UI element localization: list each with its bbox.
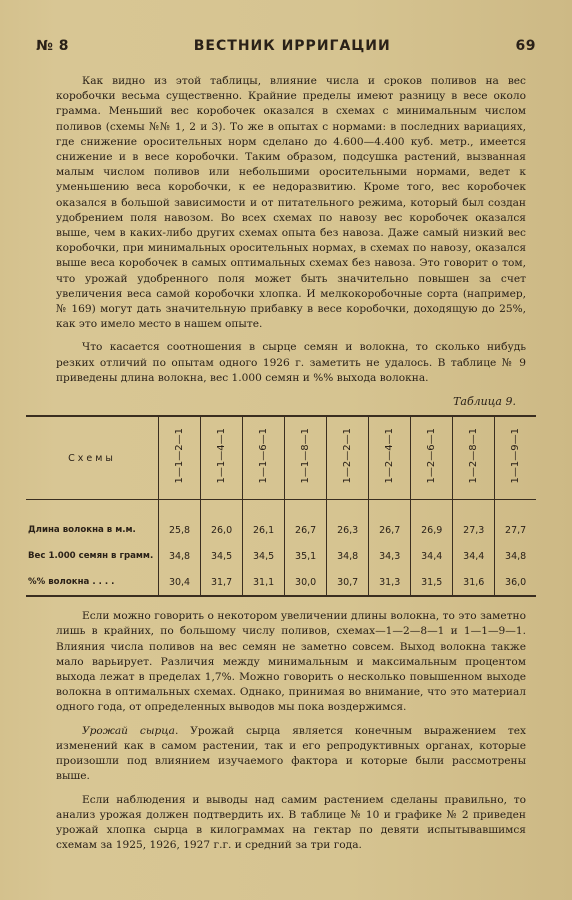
column-label: 1—2—4—1 xyxy=(384,427,396,484)
table-cell: 34,5 xyxy=(201,543,243,569)
paragraph: Что касается соотношения в сырце семян и волокна, то сколько нибудь резких отличий по опытам одного 1926 г. заметить не удалось. В таблице № 9 приведены длина волокна, вес 1.000 семян и %% выхода волокна. xyxy=(56,341,526,384)
column-label: 1—1—4—1 xyxy=(215,427,227,484)
table-cell: 34,8 xyxy=(327,543,369,569)
table-cell: 31,5 xyxy=(411,569,453,596)
page-header xyxy=(36,38,536,54)
issue-number: № 8 xyxy=(36,38,69,54)
table-cell: 34,8 xyxy=(495,543,536,569)
table-row xyxy=(26,543,536,569)
table-cell: 31,3 xyxy=(369,569,411,596)
table-cell: 30,4 xyxy=(159,569,201,596)
column-label: 1—1—9—1 xyxy=(510,427,522,484)
table-cell: 31,1 xyxy=(243,569,285,596)
table-cell: 35,1 xyxy=(285,543,327,569)
table-cell: 34,5 xyxy=(243,543,285,569)
column-label: 1—2—6—1 xyxy=(426,427,438,484)
table-cell: 26,3 xyxy=(327,500,369,544)
data-table xyxy=(26,415,536,597)
table-cell: 25,8 xyxy=(159,500,201,544)
column-label: 1—1—2—1 xyxy=(173,427,185,484)
paragraph: Если наблюдения и выводы над самим растением сделаны правильно, то анализ урожая должен подтвердить их. В таблице № 10 и графике № 2 приведен урожай хлопка сырца в килограммах на гектар по девяти испытывавшимся схемам за 1925, 1926, 1927 г.г. и средний за три года. xyxy=(56,793,526,852)
page-number: 69 xyxy=(515,38,536,54)
table-cell: 27,3 xyxy=(453,500,495,544)
column-header xyxy=(369,416,411,500)
paragraph: Как видно из этой таблицы, влияние числа и сроков поливов на вес коробочки весьма существенно. Крайние пределы имеют разницу в весе около грамма. Меньший вес коробочек оказался в схемах с минимальным числом поливов (схемы №№ 1, 2 и 3). То же в опытах с нормами: в последних вариациях, где снижение оросительных норм сделано до 4.600—4.400 куб. метр., имеется снижение и в весе коробочки. Таким образом, подсушка растений, вызванная малым числом поливов или небольшими оросительными нормами, ведет к уменьшению веса коробочки, к ее недоразвитию. Кроме того, вес коробочек оказался в большой зависимости и от питательного режима, который был создан удобрением поля навозом. Во всех схемах по навозу вес коробочек оказался выше, чем в каких-либо других схемах опыта без навоза. Даже самый низкий вес коробочки, при минимальных оросительных нормах, в схемах по навозу, оказался выше веса коробочек в самых оптимальных схемах без навоза. Это говорит о том, что урожай удобренного поля может быть значительно повышен за счет увеличения веса самой коробочки хлопка. И мелкокоробочные сорта (например, № 169) могут дать значительную прибавку в весе коробочки, доходящую до 25%, как это имело место в нашем опыте. xyxy=(56,75,526,331)
column-header xyxy=(411,416,453,500)
table-cell: 26,9 xyxy=(411,500,453,544)
table-cell: 34,3 xyxy=(369,543,411,569)
table-cell: 26,7 xyxy=(285,500,327,544)
column-label: 1—1—8—1 xyxy=(300,427,311,484)
article-body xyxy=(28,74,527,861)
table-row xyxy=(26,500,536,544)
table-cell: 34,8 xyxy=(159,543,201,569)
table-cell: 31,6 xyxy=(453,569,495,596)
column-header xyxy=(495,416,536,500)
table-cell: 26,7 xyxy=(369,500,411,544)
column-header xyxy=(285,416,327,500)
row-label: %% волокна . . . . xyxy=(26,569,159,596)
column-label: 1—2—2—1 xyxy=(342,427,354,484)
paragraph-harvest xyxy=(56,724,526,785)
table-cell: 27,7 xyxy=(495,500,536,544)
row-label: Длина волокна в м.м. xyxy=(28,524,136,535)
column-header xyxy=(201,416,243,500)
schema-header: Схемы xyxy=(26,416,159,500)
section-text: Урожай сырца является конечным выражением тех изменений как в самом растении, так и его репродуктивных органах, которые произошли под влиянием изучаемого фактора и которые были рассмотрены выше. xyxy=(56,724,526,783)
table-cell: 26,0 xyxy=(201,500,243,544)
table-cell: 30,0 xyxy=(285,569,327,596)
table-cell: 30,7 xyxy=(327,569,369,596)
table-cell: 31,7 xyxy=(201,569,243,596)
table-caption: Таблица 9. xyxy=(453,395,516,409)
table-row xyxy=(26,569,536,596)
column-header xyxy=(327,416,369,500)
row-label: Вес 1.000 семян в грамм. xyxy=(28,550,154,561)
table-cell: 26,1 xyxy=(243,500,285,544)
journal-title: ВЕСТНИК ИРРИГАЦИИ xyxy=(193,38,391,54)
paragraph: Если можно говорить о некотором увеличении длины волокна, то это заметно лишь в крайних, по большому числу поливов, схемах—1—2—8—1 и 1—1—9—1. Влияния числа поливов на вес семян не заметно совсем. Выход волокна также мало варьирует. Различия между минимальным и максимальным процентом выхода лежат в пределах 1,7%. Можно говорить о несколько повышенном выходе волокна в оптимальных схемах. Однако, принимая во внимание, что это материал одного года, от определенных выводов мы пока воздержимся. xyxy=(56,610,526,714)
column-header xyxy=(159,416,201,500)
table-cell: 34,4 xyxy=(453,543,495,569)
table-header-row xyxy=(26,416,536,500)
column-header xyxy=(243,416,285,500)
column-header xyxy=(453,416,495,500)
table-cell: 36,0 xyxy=(495,569,536,596)
column-label: 1—2—8—1 xyxy=(468,427,480,484)
table-cell: 34,4 xyxy=(411,543,453,569)
section-heading: Урожай сырца. xyxy=(82,724,179,737)
column-label: 1—1—6—1 xyxy=(257,427,269,484)
